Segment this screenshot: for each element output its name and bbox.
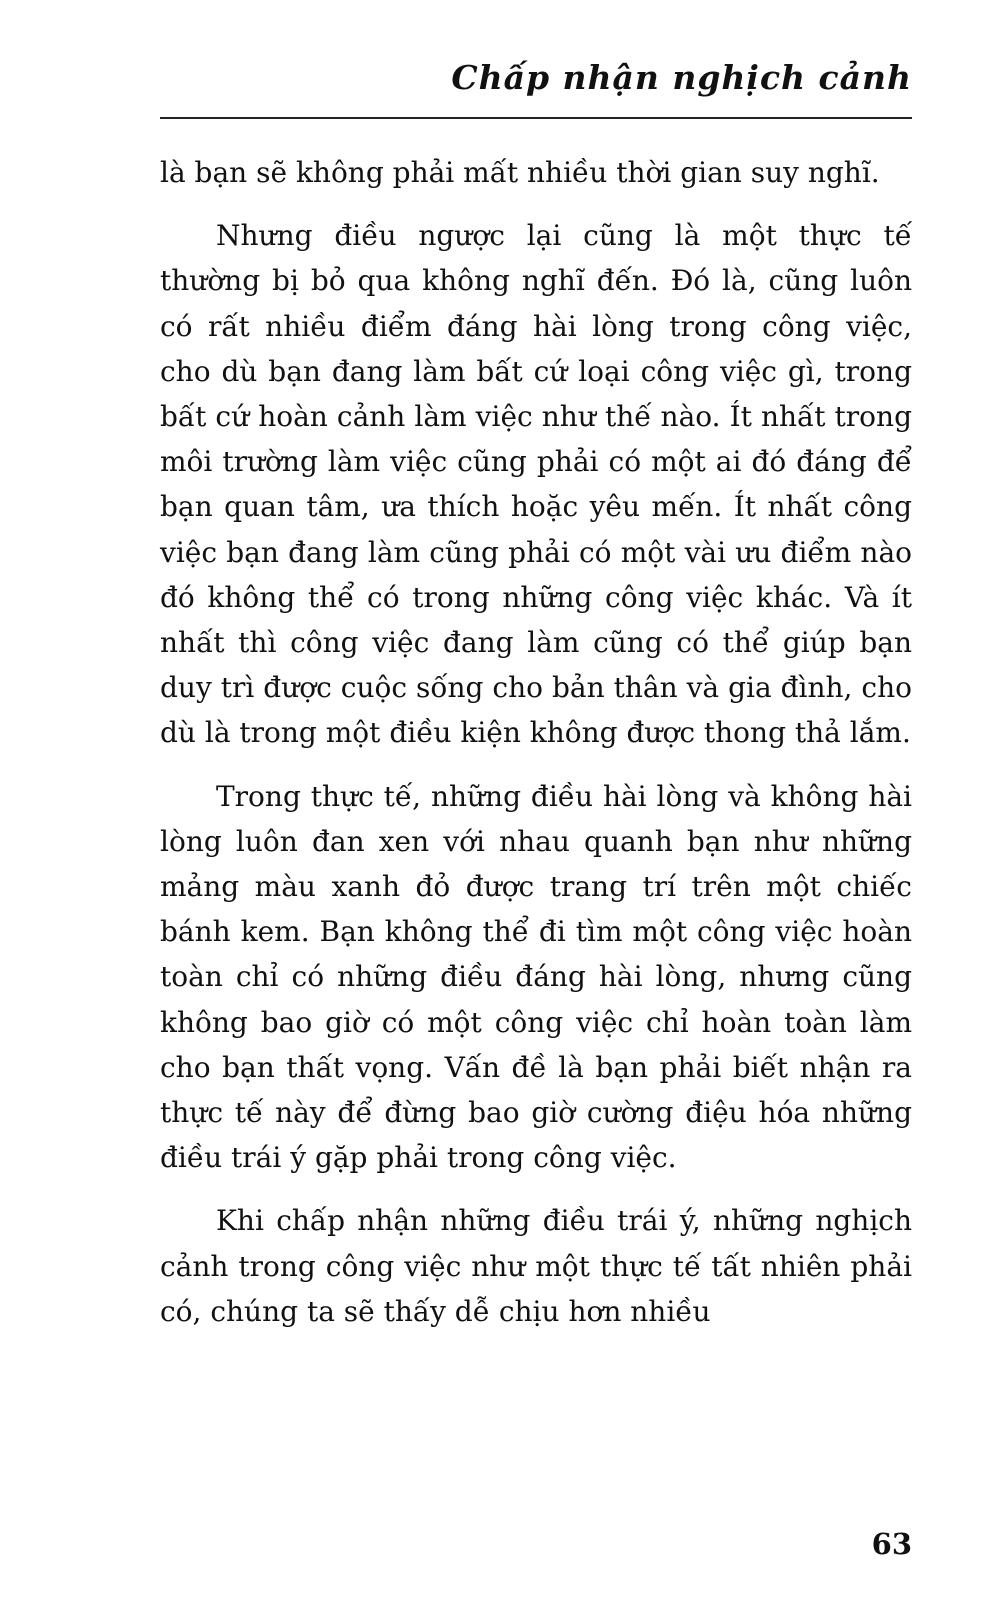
running-header-title: Chấp nhận nghịch cảnh	[451, 58, 912, 97]
page-body	[160, 150, 912, 1352]
header-divider	[160, 117, 912, 119]
paragraph: Khi chấp nhận những điều trái ý, những nghịch cảnh trong công việc như một thực tế tất nhiên phải có, chúng ta sẽ thấy dễ chịu hơn nhiều	[160, 1204, 912, 1328]
page-number: 63	[871, 1527, 912, 1561]
paragraph: Nhưng điều ngược lại cũng là một thực tế thường bị bỏ qua không nghĩ đến. Đó là, cũng luôn có rất nhiều điểm đáng hài lòng trong công việc, cho dù bạn đang làm bất cứ loại công việc gì, trong bất cứ hoàn cảnh làm việc như thế nào. Ít nhất trong môi trường làm việc cũng phải có một ai đó đáng để bạn quan tâm, ưa thích hoặc yêu mến. Ít nhất công việc bạn đang làm cũng phải có một vài ưu điểm nào đó không thể có trong những công việc khác. Và ít nhất thì công việc đang làm cũng có thể giúp bạn duy trì được cuộc sống cho bản thân và gia đình, cho dù là trong một điều kiện không được thong thả lắm.	[160, 219, 912, 750]
paragraph: Trong thực tế, những điều hài lòng và không hài lòng luôn đan xen với nhau quanh bạn như những mảng màu xanh đỏ được trang trí trên một chiếc bánh kem. Bạn không thể đi tìm một công việc hoàn toàn chỉ có những điều đáng hài lòng, nhưng cũng không bao giờ có một công việc chỉ hoàn toàn làm cho bạn thất vọng. Vấn đề là bạn phải biết nhận ra thực tế này để đừng bao giờ cường điệu hóa những điều trái ý gặp phải trong công việc.	[160, 779, 912, 1175]
paragraph-continuation: là bạn sẽ không phải mất nhiều thời gian suy nghĩ.	[160, 156, 880, 189]
